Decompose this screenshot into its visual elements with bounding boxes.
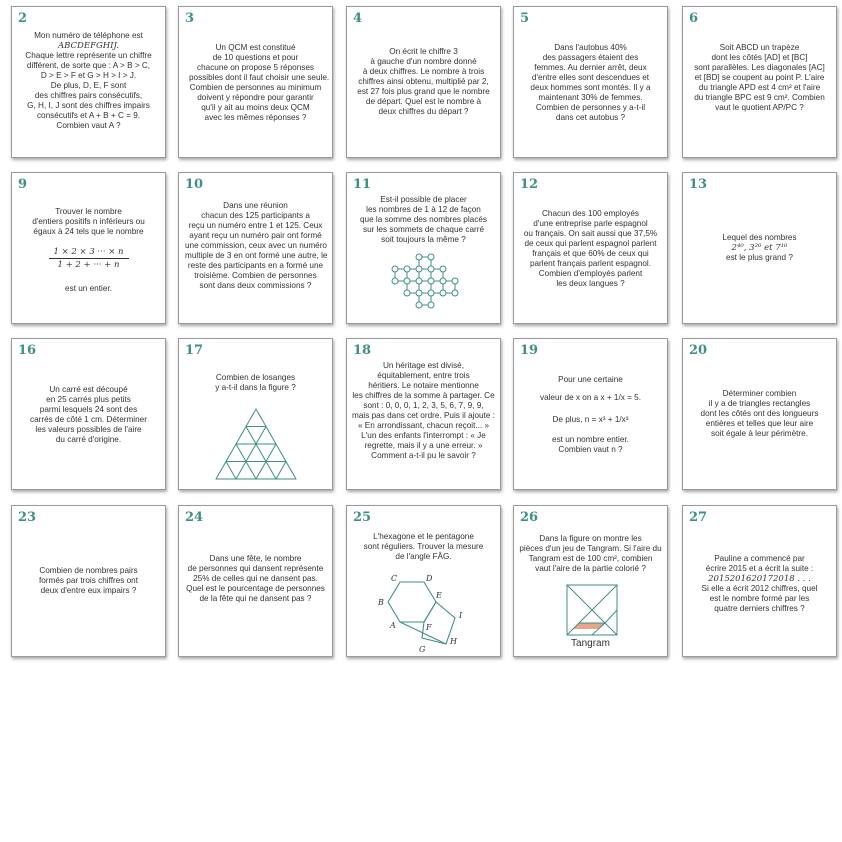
problem-number: 4: [353, 11, 363, 26]
problem-text: Chacun des 100 employés d'une entreprise parle espagnol ou français. On sait aussi que 37,5% de ceux qui parlent espagnol parlent français et que 60% de ceux qui parlent français parlent espagnol. Combien d'employés parlent les deux langues ?: [523, 209, 658, 288]
problem-card-16: [11, 338, 166, 490]
problem-text: Un carré est découpé en 25 carrés plus petits parmi lesquels 24 sont des carrés de côté 1 cm. Déterminer les valeurs possibles de l'aire du carré d'origine.: [30, 385, 147, 444]
problem-number: 26: [520, 510, 539, 525]
vertex-label-g: G: [419, 645, 426, 654]
problem-card-18: [346, 338, 501, 490]
problem-number: 17: [185, 343, 204, 358]
problem-card-23: [11, 505, 166, 657]
problem-card-4: [346, 6, 501, 158]
problem-number: 5: [520, 11, 530, 26]
fraction-denominator: 1 + 2 + ··· + n: [57, 260, 120, 270]
vertex-label-a: A: [390, 621, 396, 630]
problem-number: 23: [18, 510, 37, 525]
problem-number: 11: [353, 177, 372, 192]
problem-text: Soit ABCD un trapèze dont les côtés [AD] et [BC] sont parallèles. Les diagonales [AC] et [BD] se coupent au point P. L'aire du triangle APD est 4 cm² et l'aire du triangle BPC est 9 cm². Combien vaut le quotient AP/PC ?: [694, 43, 825, 112]
problem-card-10: [178, 172, 333, 324]
problem-card-26: [513, 505, 668, 657]
problem-card-11: [346, 172, 501, 324]
problem-number: 25: [353, 510, 372, 525]
problem-card-3: [178, 6, 333, 158]
vertex-label-b: B: [378, 598, 384, 607]
problem-text: Est-il possible de placer les nombres de 1 à 12 de façon que la somme des nombres placés sur les sommets de chaque carré soit toujours la même ?: [360, 195, 487, 244]
problem-number: 13: [689, 177, 708, 192]
problem-card-5: [513, 6, 668, 158]
problem-text: Pour une certaine valeur de x on a x + 1/x = 5. De plus, n = x³ + 1/x³ est un nombre entier. Combien vaut n ?: [539, 375, 642, 454]
problem-text: Lequel des nombres 2⁴⁰, 3²⁰ et 7¹⁰ est le plus grand ?: [722, 233, 797, 262]
vertex-label-i: I: [459, 611, 463, 620]
squares-graph-figure: [389, 251, 461, 311]
problem-text: Dans l'autobus 40% des passagers étaient des femmes. Au dernier arrêt, deux d'entre elles sont descendues et deux hommes sont montés. Il y a maintenant 30% de femmes. Combien de personnes y a-t-il dans cet autobus ?: [530, 43, 651, 122]
problem-number: 12: [520, 177, 539, 192]
problem-card-25: [346, 505, 501, 657]
vertex-label-e: E: [436, 591, 442, 600]
problem-card-17: [178, 338, 333, 490]
problem-card-6: [682, 6, 837, 158]
problem-card-13: [682, 172, 837, 324]
problem-text: Dans une réunion chacun des 125 participants a reçu un numéro entre 1 et 125. Ceux ayant reçu un numéro pair ont formé une commission, ceux avec un numéro multiple de 3 en ont formé une autre, le reste des participants en a formé une troisième. Combien de personnes sont dans deux commissions ?: [185, 201, 328, 290]
problem-text: Mon numéro de téléphone est ABCDEFGHIJ. Chaque lettre représente un chiffre différent, de sorte que : A > B > C, D > E > F et G > H > I > J. De plus, D, E, F sont des chiffres pairs consécutifs, G, H, I, J sont des chiffres impairs consécutifs et A + B + C = 9. Combien vaut A ?: [25, 31, 152, 130]
problem-number: 18: [353, 343, 372, 358]
problem-card-9: [11, 172, 166, 324]
problem-text: Un QCM est constitué de 10 questions et pour chacune on propose 5 réponses possibles dont il faut choisir une seule. Combien de personnes au minimum doivent y répondre pour garantir qu'il y ait au moins deux QCM avec les mêmes réponses ?: [189, 43, 330, 122]
problem-number: 20: [689, 343, 708, 358]
problem-card-12: [513, 172, 668, 324]
tangram-caption: Tangram: [571, 638, 610, 649]
problem-number: 27: [689, 510, 708, 525]
problem-card-20: [682, 338, 837, 490]
tangram-figure: [566, 584, 618, 636]
problem-text: Pauline a commencé par écrire 2015 et a écrit la suite : 2015201620172018 . . . Si elle a écrit 2012 chiffres, quel est le nombre formé par les quatre derniers chiffres ?: [701, 554, 818, 613]
problem-number: 19: [520, 343, 539, 358]
problem-number: 16: [18, 343, 37, 358]
vertex-label-c: C: [391, 574, 398, 583]
problem-text: Trouver le nombre d'entiers positifs n inférieurs ou égaux à 24 tels que le nombre 1 × 2 × 3 ··· × n 1 + 2 + ··· + n est un entier.: [22, 207, 155, 294]
vertex-label-f: F: [426, 623, 432, 632]
hexagon-pentagon-figure: [373, 572, 483, 656]
problem-number: 2: [18, 11, 28, 26]
vertex-label-d: D: [426, 574, 433, 583]
problem-number: 9: [18, 177, 28, 192]
problem-card-24: [178, 505, 333, 657]
problem-number: 24: [185, 510, 204, 525]
problem-text: Un héritage est divisé, équitablement, entre trois héritiers. Le notaire mentionne les chiffres de la somme à partager. Ce sont : 0, 0, 0, 1, 2, 3, 5, 6, 7, 9, 9, mais pas dans cet ordre. Puis il ajoute : « En arrondissant, chacun reçoit... » L'un des enfants l'interrompt : « Je regrette, mais il y a une erreur. » Comment a-t-il pu le savoir ?: [352, 361, 495, 460]
triangle-lattice-figure: [214, 407, 298, 481]
vertex-label-h: H: [450, 637, 457, 646]
problem-text: Combien de nombres pairs formés par trois chiffres ont deux d'entre eux impairs ?: [38, 566, 139, 595]
fraction-bar: [49, 258, 129, 259]
problem-text: L'hexagone et le pentagone sont réguliers. Trouver la mesure de l'angle FÂG.: [363, 532, 484, 561]
problem-number: 3: [185, 11, 195, 26]
problem-number: 6: [689, 11, 699, 26]
problem-text: Dans une fête, le nombre de personnes qui dansent représente 25% de celles qui ne dansent pas. Quel est le pourcentage de personnes de la fête qui ne dansent pas ?: [186, 554, 325, 603]
fraction-numerator: 1 × 2 × 3 ··· × n: [53, 247, 124, 257]
problem-card-2: [11, 6, 166, 158]
problem-text: On écrit le chiffre 3 à gauche d'un nombre donné à deux chiffres. Le nombre à trois chiffres ainsi obtenu, multiplié par 2, est 27 fois plus grand que le nombre de départ. Quel est le nombre à deux chiffres du départ ?: [357, 47, 490, 116]
problem-text: Combien de losanges y a-t-il dans la figure ?: [215, 373, 296, 392]
problem-text: Déterminer combien il y a de triangles rectangles dont les côtés ont des longueurs entières et telles que leur aire soit égale à leur périmètre.: [700, 389, 819, 438]
problem-card-19: [513, 338, 668, 490]
problem-card-27: [682, 505, 837, 657]
problem-text: Dans la figure on montre les pièces d'un jeu de Tangram. Si l'aire du Tangram est de 100 cm², combien vaut l'aire de la partie colorié ?: [519, 534, 662, 573]
problem-number: 10: [185, 177, 204, 192]
